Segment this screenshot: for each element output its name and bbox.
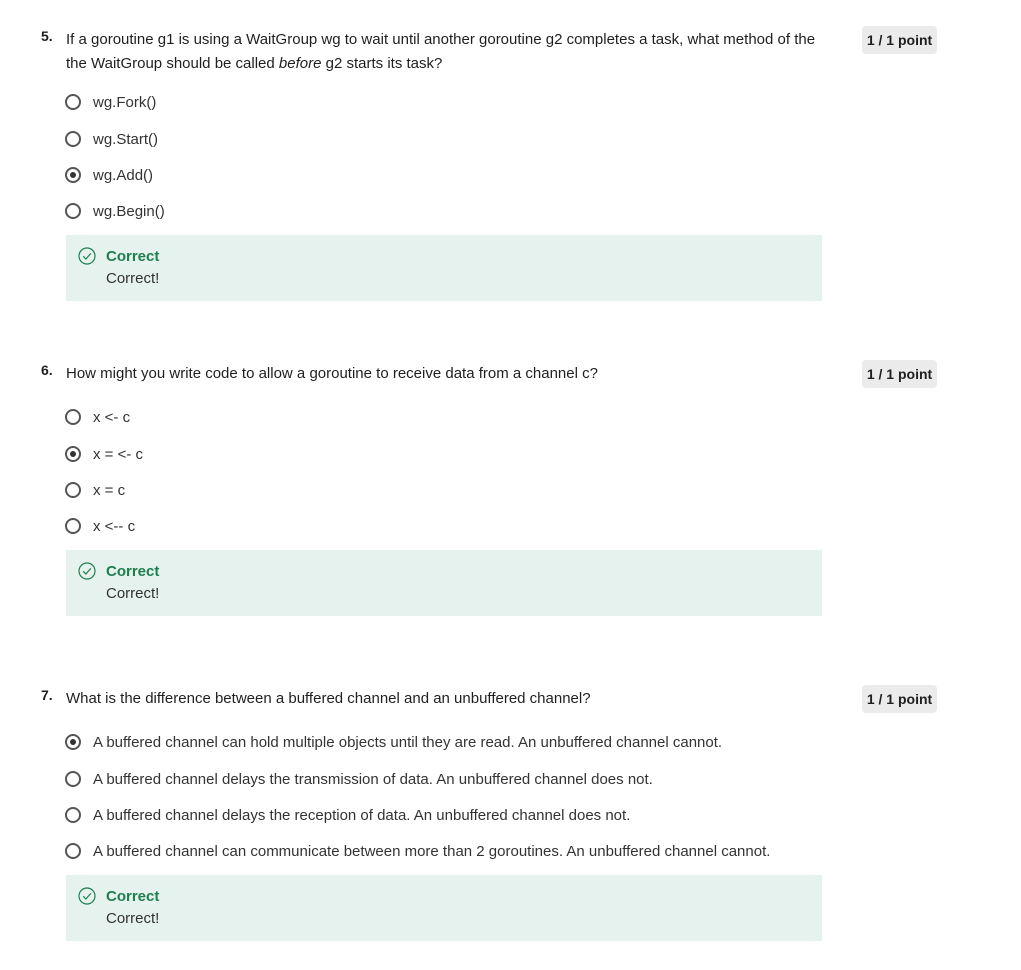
answer-option[interactable] bbox=[64, 478, 125, 502]
option-label: x = <- c bbox=[93, 445, 144, 463]
check-circle-icon bbox=[78, 887, 96, 905]
points-badge: 1 / 1 point bbox=[862, 685, 937, 713]
option-label: x = c bbox=[93, 481, 126, 499]
feedback-text: Correct! bbox=[106, 910, 160, 927]
points-badge: 1 / 1 point bbox=[862, 26, 937, 54]
option-label: wg.Add() bbox=[93, 166, 154, 184]
radio-button[interactable] bbox=[65, 807, 81, 823]
feedback-title: Correct bbox=[106, 563, 160, 580]
option-label: A buffered channel can communicate between more than 2 goroutines. An unbuffered channel cannot. bbox=[93, 842, 771, 860]
radio-button[interactable] bbox=[65, 203, 81, 219]
option-label: wg.Start() bbox=[93, 130, 159, 148]
radio-button[interactable] bbox=[65, 771, 81, 787]
answer-option[interactable] bbox=[64, 767, 653, 791]
answer-option[interactable] bbox=[64, 405, 130, 429]
answer-option[interactable] bbox=[64, 803, 630, 827]
radio-button-selected[interactable] bbox=[65, 446, 81, 462]
question-number: 6. bbox=[41, 362, 53, 378]
answer-option[interactable] bbox=[64, 442, 143, 466]
answer-option[interactable] bbox=[64, 163, 153, 187]
feedback-box bbox=[66, 875, 822, 941]
feedback-box bbox=[66, 550, 822, 616]
option-label: wg.Begin() bbox=[93, 202, 165, 220]
answer-option[interactable] bbox=[64, 514, 135, 538]
radio-button[interactable] bbox=[65, 482, 81, 498]
answer-option[interactable] bbox=[64, 839, 770, 863]
option-label: x <-- c bbox=[93, 517, 136, 535]
question-number: 7. bbox=[41, 687, 53, 703]
question-text: How might you write code to allow a goroutine to receive data from a channel c? bbox=[66, 365, 598, 382]
answer-option[interactable] bbox=[64, 730, 722, 754]
option-label: A buffered channel can hold multiple objects until they are read. An unbuffered channel cannot. bbox=[93, 733, 723, 751]
radio-button[interactable] bbox=[65, 843, 81, 859]
points-badge: 1 / 1 point bbox=[862, 360, 937, 388]
feedback-text: Correct! bbox=[106, 585, 160, 602]
question-text: What is the difference between a buffered channel and an unbuffered channel? bbox=[66, 690, 591, 707]
radio-button-selected[interactable] bbox=[65, 167, 81, 183]
option-label: A buffered channel delays the transmission of data. An unbuffered channel does not. bbox=[93, 770, 653, 788]
radio-button[interactable] bbox=[65, 518, 81, 534]
option-label: A buffered channel delays the reception of data. An unbuffered channel does not. bbox=[93, 806, 631, 824]
answer-option[interactable] bbox=[64, 127, 158, 151]
answer-option[interactable] bbox=[64, 199, 165, 223]
answer-option[interactable] bbox=[64, 90, 156, 114]
question-number: 5. bbox=[41, 28, 53, 44]
question-text: If a goroutine g1 is using a WaitGroup wg to wait until another goroutine g2 completes a task, what method of the the WaitGroup should be called before g2 starts its task? bbox=[66, 31, 816, 72]
feedback-box bbox=[66, 235, 822, 301]
feedback-title: Correct bbox=[106, 888, 160, 905]
option-label: x <- c bbox=[93, 408, 131, 426]
check-circle-icon bbox=[78, 562, 96, 580]
feedback-text: Correct! bbox=[106, 270, 160, 287]
radio-button[interactable] bbox=[65, 409, 81, 425]
check-circle-icon bbox=[78, 247, 96, 265]
radio-button[interactable] bbox=[65, 94, 81, 110]
feedback-title: Correct bbox=[106, 248, 160, 265]
radio-button-selected[interactable] bbox=[65, 734, 81, 750]
option-label: wg.Fork() bbox=[93, 93, 157, 111]
radio-button[interactable] bbox=[65, 131, 81, 147]
